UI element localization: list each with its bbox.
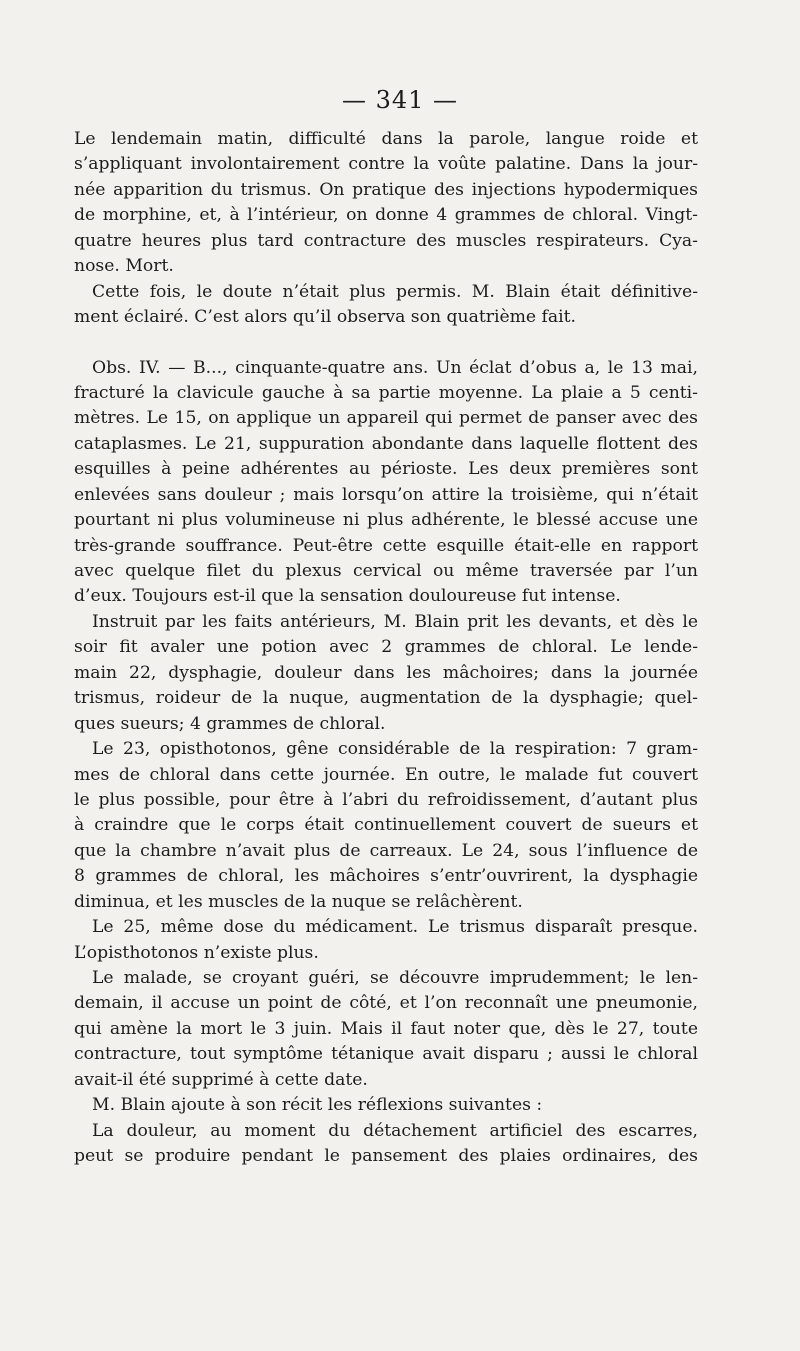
- paragraph: [74, 737, 698, 915]
- text-line: diminua, et les muscles de la nuque se relâchèrent.: [74, 891, 523, 912]
- text-line: cataplasmes. Le 21, suppuration abondante dans laquelle flottent des: [74, 433, 698, 454]
- paragraph: [74, 1093, 698, 1118]
- text-line: qui amène la mort le 3 juin. Mais il faut noter que, dès le 27, toute: [74, 1018, 698, 1039]
- text-line: esquilles à peine adhérentes au périoste. Les deux premières sont: [74, 459, 698, 480]
- text-line: avec quelque filet du plexus cervical ou même traversée par l’un: [74, 561, 698, 581]
- text-line: mètres. Le 15, on applique un appareil qui permet de panser avec des: [74, 408, 698, 429]
- page-number: — 341 —: [341, 86, 459, 114]
- text-line: Obs. IV. — B..., cinquante-quatre ans. Un éclat d’obus a, le 13 mai,: [92, 357, 698, 378]
- text-line: avait-il été supprimé à cette date.: [74, 1069, 368, 1090]
- text-line: d’eux. Toujours est-il que la sensation douloureuse fut intense.: [74, 586, 621, 607]
- paragraph: [74, 610, 698, 737]
- text-line: mes de chloral dans cette journée. En outre, le malade fut couvert: [74, 764, 698, 785]
- text-line: Instruit par les faits antérieurs, M. Blain prit les devants, et dès le: [92, 611, 698, 632]
- text-line: ques sueurs; 4 grammes de chloral.: [74, 713, 386, 734]
- text-line: très-grande souffrance. Peut-être cette esquille était-elle en rapport: [74, 535, 698, 556]
- text-line: enlevées sans douleur ; mais lorsqu’on attire la troisième, qui n’était: [74, 484, 698, 505]
- text-line: de morphine, et, à l’intérieur, on donne 4 grammes de chloral. Vingt-: [74, 205, 698, 226]
- text-line: s’appliquant involontairement contre la voûte palatine. Dans la jour-: [74, 154, 698, 175]
- text-line: ment éclairé. C’est alors qu’il observa son quatrième fait.: [74, 307, 577, 328]
- text-line: nose. Mort.: [74, 256, 174, 277]
- text-line: contracture, tout symptôme tétanique avait disparu ; aussi le chloral: [74, 1044, 698, 1065]
- text-line: demain, il accuse un point de côté, et l’on reconnaît une pneumonie,: [74, 993, 698, 1014]
- text-line: Le 23, opisthotonos, gêne considérable de la respiration: 7 gram-: [92, 739, 698, 760]
- text-line: Cette fois, le doute n’était plus permis. M. Blain était définitive-: [92, 281, 698, 302]
- text-line: soir fit avaler une potion avec 2 grammes de chloral. Le lende-: [74, 637, 698, 658]
- text-line: quatre heures plus tard contracture des muscles respirateurs. Cya-: [74, 230, 698, 251]
- text-line: née apparition du trismus. On pratique des injections hypodermiques: [74, 179, 698, 200]
- text-line: L’opisthotonos n’existe plus.: [74, 942, 319, 963]
- text-line: Le lendemain matin, difficulté dans la parole, langue roide et: [74, 129, 698, 149]
- text-line: Le malade, se croyant guéri, se découvre imprudemment; le len-: [92, 968, 698, 988]
- paragraph: [74, 966, 698, 1093]
- text-line: peut se produire pendant le pansement des plaies ordinaires, des: [74, 1146, 698, 1167]
- paragraph: [74, 1119, 698, 1170]
- text-line: à craindre que le corps était continuellement couvert de sueurs et: [74, 815, 698, 836]
- text-line: que la chambre n’avait plus de carreaux. Le 24, sous l’influence de: [74, 840, 698, 861]
- text-line: La douleur, au moment du détachement artificiel des escarres,: [92, 1120, 698, 1141]
- paragraph: [74, 127, 698, 280]
- text-line: trismus, roideur de la nuque, augmentation de la dysphagie; quel-: [74, 688, 698, 709]
- paragraph: [74, 280, 698, 331]
- text-line: Le 25, même dose du médicament. Le trismus disparaît presque.: [92, 917, 698, 938]
- text-line: pourtant ni plus volumineuse ni plus adhérente, le blessé accuse une: [74, 510, 698, 531]
- observation-paragraph: [74, 356, 698, 610]
- paragraph-gap: [74, 331, 698, 356]
- text-line: 8 grammes de chloral, les mâchoires s’entr’ouvrirent, la dysphagie: [74, 866, 698, 887]
- text-line: main 22, dysphagie, douleur dans les mâchoires; dans la journée: [74, 662, 698, 683]
- text-body: [74, 127, 698, 1170]
- text-line: fracturé la clavicule gauche à sa partie moyenne. La plaie a 5 centi-: [74, 382, 698, 403]
- paragraph: [74, 915, 698, 966]
- text-line: M. Blain ajoute à son récit les réflexions suivantes :: [92, 1095, 543, 1116]
- text-line: le plus possible, pour être à l’abri du refroidissement, d’autant plus: [74, 789, 698, 810]
